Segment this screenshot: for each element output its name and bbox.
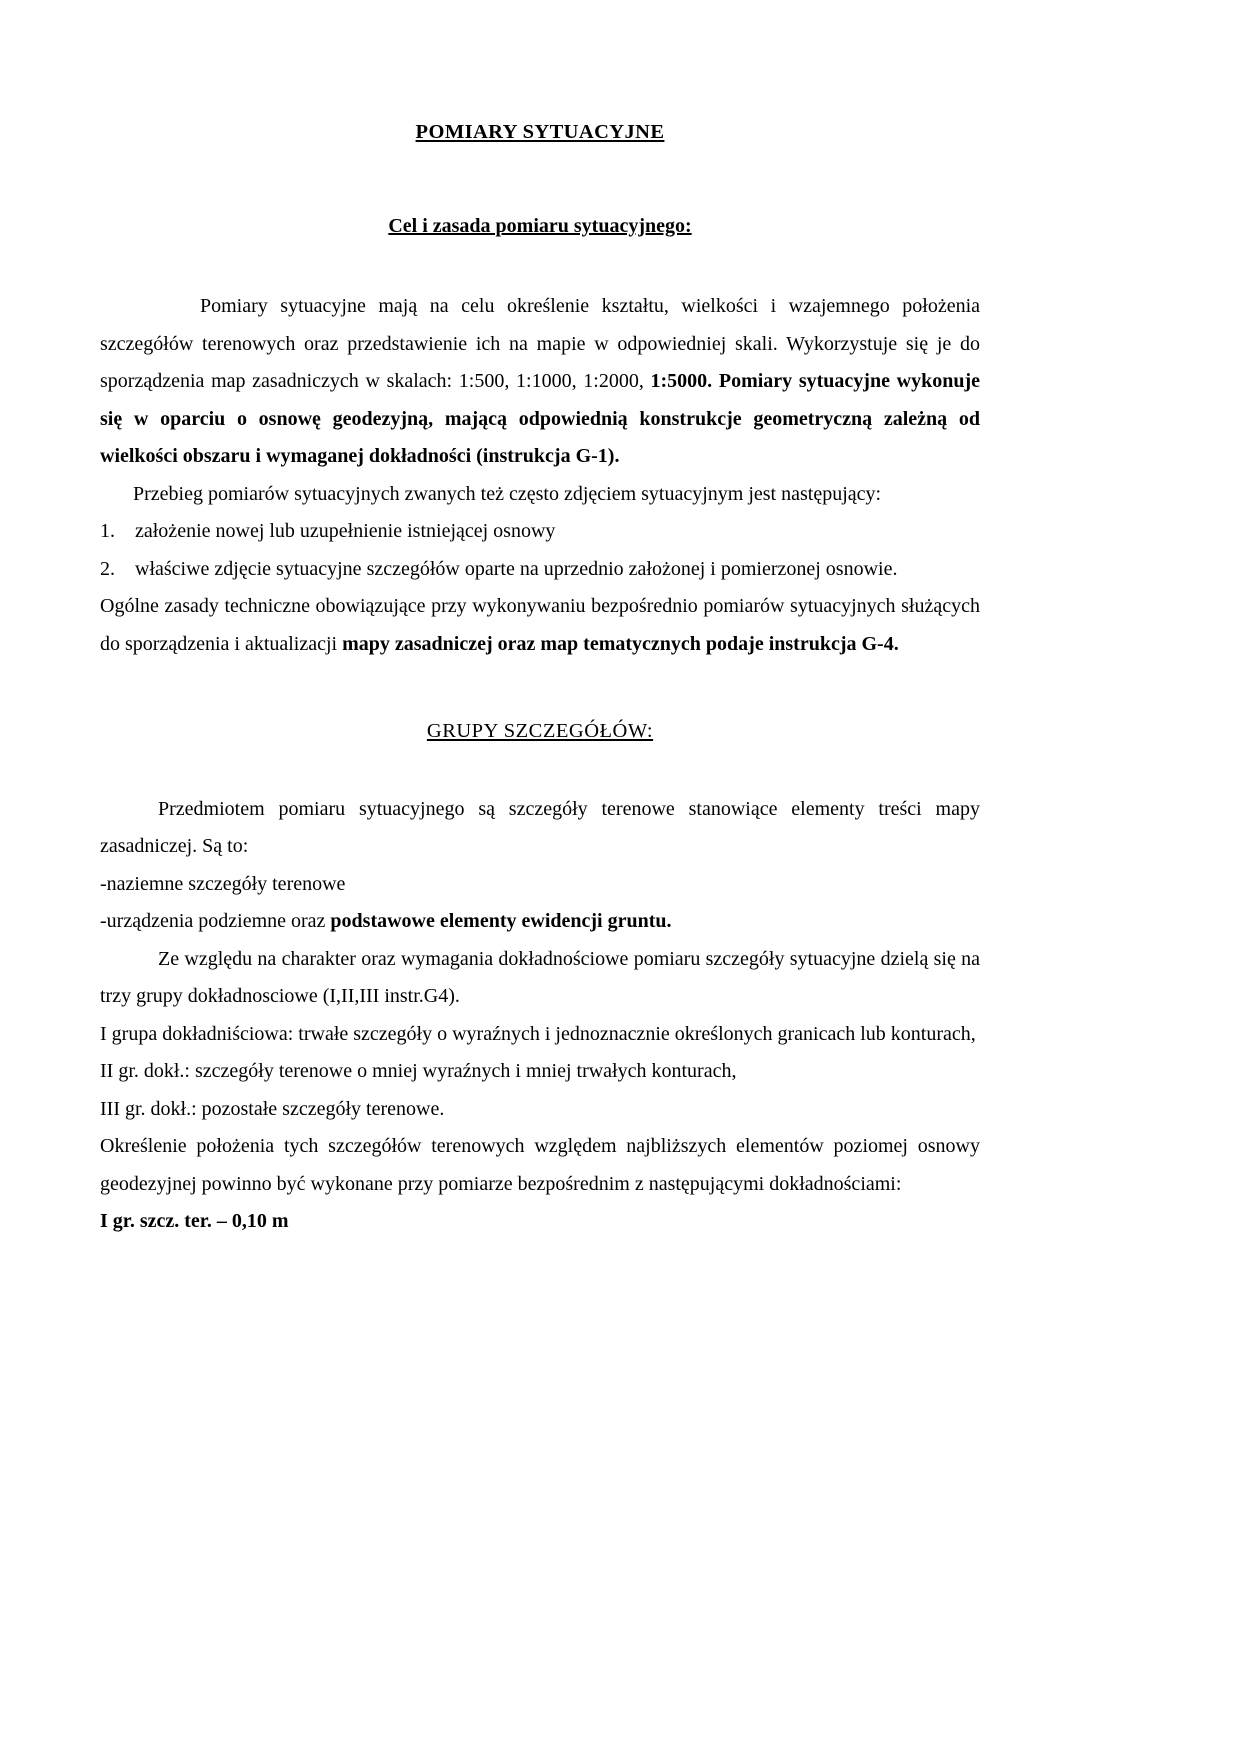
list-number: 1. <box>100 520 115 542</box>
paragraph-classification: Ze względu na charakter oraz wymagania dokładnościowe pomiaru szczegóły sytuacyjne dzielą się na trzy grupy dokładnosciowe (I,II,III instr.G4). <box>100 947 980 1007</box>
paragraph-accuracy-group-2: II gr. dokł.: szczegóły terenowe o mniej wyraźnych i mniej trwałych konturach, <box>100 1060 737 1082</box>
paragraph-accuracy-group-1: I grupa dokładniściowa: trwałe szczegóły o wyraźnych i jednoznacznie określonych granicach lub konturach, <box>100 1022 976 1045</box>
paragraph-accuracy-intro: Określenie położenia tych szczegółów terenowych względem najbliższych elementów poziomej osnowy geodezyjnej powinno być wykonane przy pomiarze bezpośrednim z następującymi dokładnościami: <box>100 1135 980 1195</box>
paragraph-accuracy-value-1: I gr. szcz. ter. – 0,10 m <box>100 1210 289 1232</box>
dash-line-underground-details: -urządzenia podziemne oraz podstawowe elementy ewidencji gruntu. <box>100 910 672 932</box>
list-item <box>100 513 980 551</box>
numbered-list <box>100 513 980 588</box>
document-page <box>100 0 980 1241</box>
paragraph-goal-intro: Pomiary sytuacyjne mają na celu określenie kształtu, wielkości i wzajemnego położenia szczegółów terenowych oraz przedstawienie ich na mapie w odpowiedniej skali. Wykorzystuje się je do sporządzenia map zasadniczych w skalach: 1:500, 1:1000, 1:2000, 1:5000. Pomiary sytuacyjne wykonuje się w oparciu o osnowę geodezyjną, mającą odpowiednią konstrukcje geometryczną zależną od wielkości obszaru i wymaganej dokładności (instrukcja G-1). <box>100 295 980 467</box>
paragraph-general-rules: Ogólne zasady techniczne obowiązujące przy wykonywaniu bezpośrednio pomiarów sytuacyjnych służących do sporządzenia i aktualizacji mapy zasadniczej oraz map tematycznych podaje instrukcja G-4. <box>100 595 980 655</box>
list-item-text: właściwe zdjęcie sytuacyjne szczegółów oparte na uprzednio założonej i pomierzonej osnowie. <box>135 557 898 580</box>
list-item-text: założenie nowej lub uzupełnienie istniejącej osnowy <box>135 520 556 542</box>
section-heading-groups: GRUPY SZCZEGÓŁÓW: <box>426 720 654 742</box>
list-number: 2. <box>100 557 115 580</box>
section-heading-goal: Cel i zasada pomiaru sytuacyjnego: <box>388 214 692 237</box>
paragraph-accuracy-group-3: III gr. dokł.: pozostałe szczegóły terenowe. <box>100 1097 445 1120</box>
document-title: POMIARY SYTUACYJNE <box>415 121 665 143</box>
list-item <box>100 551 980 589</box>
paragraph-process-intro: Przebieg pomiarów sytuacyjnych zwanych też często zdjęciem sytuacyjnym jest następujący: <box>133 482 882 505</box>
dash-line-surface-details: -naziemne szczegóły terenowe <box>100 872 346 895</box>
paragraph-groups-intro: Przedmiotem pomiaru sytuacyjnego są szczegóły terenowe stanowiące elementy treści mapy zasadniczej. Są to: <box>100 797 980 857</box>
